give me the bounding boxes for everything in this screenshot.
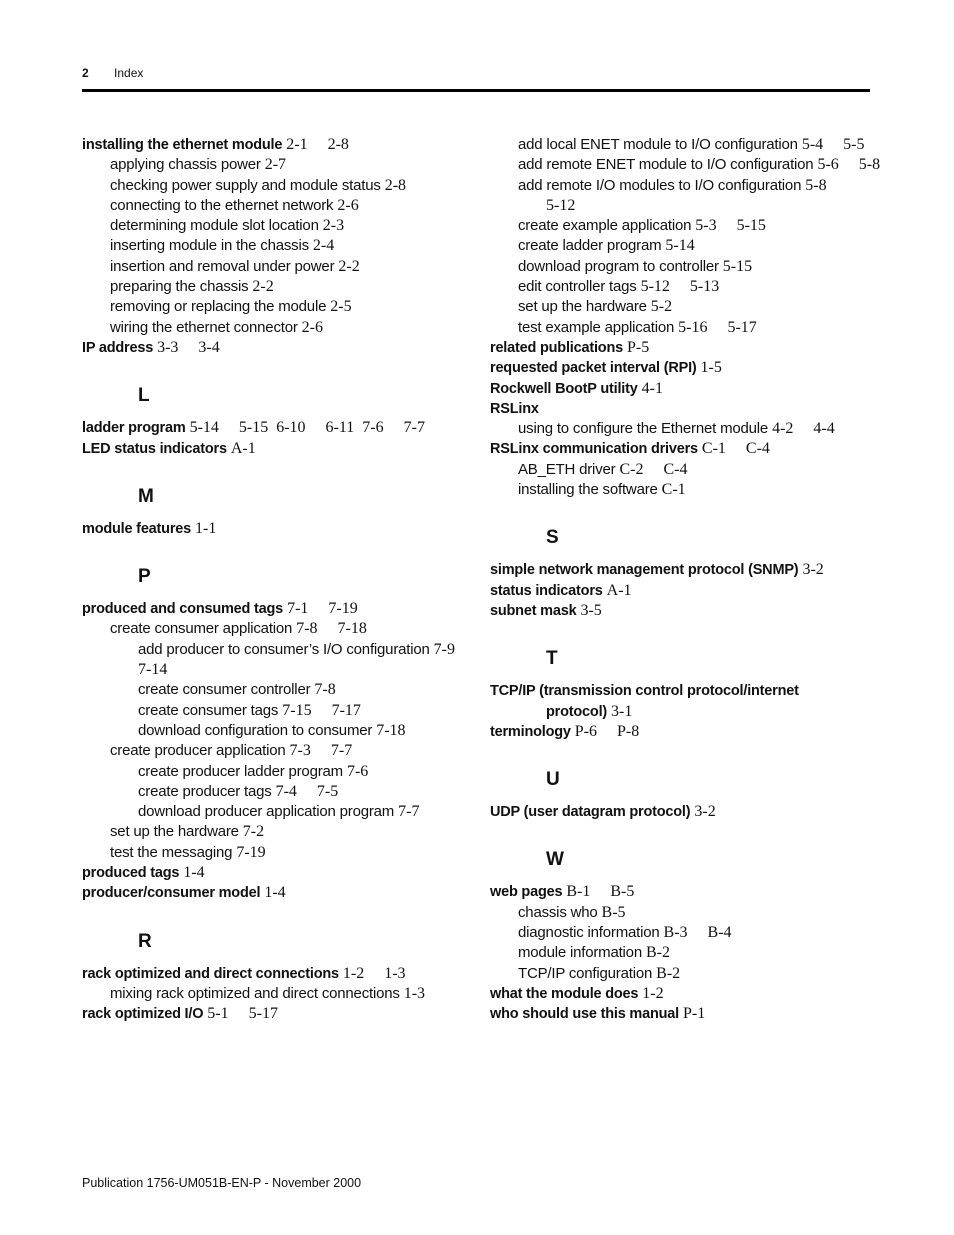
index-page-refs: 7-18 xyxy=(376,721,406,739)
index-subentry xyxy=(82,257,472,277)
index-page-refs: 1-5 xyxy=(700,359,722,377)
index-entry xyxy=(82,519,472,539)
index-page-refs: 7-19 xyxy=(236,843,266,861)
header-section-title: Index xyxy=(114,66,144,80)
index-page-refs: B-2 xyxy=(656,964,681,982)
index-letter-heading: U xyxy=(546,769,560,791)
index-entry xyxy=(82,599,472,619)
index-page-refs: 3-2 xyxy=(802,561,824,579)
index-subentry xyxy=(82,619,472,639)
index-term: inserting module in the chassis xyxy=(110,237,309,255)
index-page-refs: 1-4 xyxy=(183,864,205,882)
index-term: create consumer application xyxy=(110,620,293,638)
index-term: insertion and removal under power xyxy=(110,257,335,275)
index-page-refs: 7-6 xyxy=(346,762,369,780)
index-term: connecting to the ethernet network xyxy=(110,196,334,214)
index-subentry xyxy=(82,297,472,317)
index-entry xyxy=(490,560,880,580)
index-term: set up the hardware xyxy=(518,298,647,316)
index-term: download configuration to consumer xyxy=(138,721,373,739)
index-page-refs: 4-2 4-4 xyxy=(772,420,835,438)
index-subentry xyxy=(490,176,880,196)
index-term: produced tags xyxy=(82,865,180,882)
index-page-refs: 3-5 xyxy=(580,601,602,619)
index-term: subnet mask xyxy=(490,602,577,619)
index-subentry xyxy=(490,943,880,963)
index-term: who should use this manual xyxy=(490,1006,679,1023)
index-page-refs: P-6 P-8 xyxy=(574,722,640,740)
index-page-refs: 7-2 xyxy=(242,823,265,841)
index-term: edit controller tags xyxy=(518,278,637,296)
index-term: create consumer controller xyxy=(138,681,311,699)
index-entry xyxy=(490,358,880,378)
index-term: module features xyxy=(82,520,191,537)
index-term: RSLinx communication drivers xyxy=(490,441,698,458)
index-term: LED status indicators xyxy=(82,440,227,457)
index-subentry xyxy=(82,701,472,721)
index-page-refs: 2-2 xyxy=(252,278,274,296)
index-page-refs: 7-4 7-5 xyxy=(275,782,339,800)
index-column-right xyxy=(490,135,880,1025)
index-entry xyxy=(490,722,880,742)
index-entry xyxy=(82,883,472,903)
index-term: TCP/IP (transmission control protocol/internet xyxy=(490,683,799,700)
index-subentry xyxy=(490,419,880,439)
index-letter-heading: S xyxy=(546,527,559,549)
index-page-refs: 1-2 1-3 xyxy=(342,964,406,982)
index-term: create example application xyxy=(518,217,692,235)
index-subentry xyxy=(490,257,880,277)
index-subentry xyxy=(490,277,880,297)
index-term: mixing rack optimized and direct connections xyxy=(110,984,400,1002)
index-letter-heading: W xyxy=(546,849,564,871)
index-subentry xyxy=(82,822,472,842)
index-page-refs: 5-14 5-15 6-10 6-11 7-6 7-7 xyxy=(189,419,425,437)
index-term: web pages xyxy=(490,884,563,901)
index-term: producer/consumer model xyxy=(82,885,261,902)
index-page-refs: 5-2 xyxy=(650,298,673,316)
index-term: wiring the ethernet connector xyxy=(110,318,298,336)
index-page-refs: 5-8 xyxy=(805,176,827,194)
index-letter-heading: R xyxy=(138,930,152,952)
index-term: TCP/IP configuration xyxy=(518,964,653,982)
index-page-refs: 2-4 xyxy=(312,237,335,255)
index-entry xyxy=(490,399,880,419)
index-subentry xyxy=(82,216,472,236)
index-subentry xyxy=(490,923,880,943)
index-page-refs: 3-1 xyxy=(611,702,633,720)
index-subentry xyxy=(82,782,472,802)
index-page-refs: 7-8 7-18 xyxy=(296,620,367,638)
index-subentry xyxy=(82,741,472,761)
index-subentry xyxy=(82,984,472,1004)
index-term: download program to controller xyxy=(518,257,719,275)
index-page-refs: 1-3 xyxy=(403,984,426,1002)
index-entry xyxy=(490,601,880,621)
index-page-refs: 2-5 xyxy=(330,298,352,316)
index-subentry xyxy=(82,196,472,216)
index-term: preparing the chassis xyxy=(110,278,249,296)
index-term: rack optimized and direct connections xyxy=(82,965,339,982)
index-subentry xyxy=(82,762,472,782)
index-page-refs: 5-15 xyxy=(722,257,753,275)
index-subentry xyxy=(82,680,472,700)
index-term: rack optimized I/O xyxy=(82,1006,204,1023)
index-page-refs: 7-8 xyxy=(314,681,336,699)
index-page-refs: C-2 C-4 xyxy=(619,460,688,478)
index-term: checking power supply and module status xyxy=(110,176,381,194)
footer-publication: Publication 1756-UM051B-EN-P - November 2000 xyxy=(82,1176,362,1190)
index-term: create producer application xyxy=(110,742,286,760)
index-entry xyxy=(490,1004,880,1024)
index-page-refs: B-2 xyxy=(645,944,670,962)
index-subentry xyxy=(490,297,880,317)
index-subentry xyxy=(82,236,472,256)
index-entry xyxy=(82,338,472,358)
index-entry xyxy=(490,379,880,399)
index-page-refs: 3-2 xyxy=(694,803,716,821)
index-subentry xyxy=(490,155,880,175)
index-subentry xyxy=(82,318,472,338)
index-term: create ladder program xyxy=(518,237,662,255)
index-subentry xyxy=(490,460,880,480)
index-page-refs: 5-12 xyxy=(546,196,576,214)
index-subentry xyxy=(82,721,472,741)
index-term: produced and consumed tags xyxy=(82,601,284,618)
index-page-refs: 5-14 xyxy=(665,237,695,255)
index-page-refs: 5-3 5-15 xyxy=(695,217,766,235)
index-term: ladder program xyxy=(82,420,186,437)
page-number: 2 xyxy=(82,66,89,80)
index-page-refs: 2-7 xyxy=(264,156,287,174)
index-page-refs: 5-4 5-5 xyxy=(801,136,865,153)
index-page-refs: 1-1 xyxy=(195,519,217,537)
index-term: add producer to consumer’s I/O configuration xyxy=(138,640,430,658)
index-term: UDP (user datagram protocol) xyxy=(490,804,691,821)
index-page-refs: 5-16 5-17 xyxy=(678,318,757,336)
index-term: determining module slot location xyxy=(110,217,319,235)
index-subentry xyxy=(490,480,880,500)
index-subentry xyxy=(82,277,472,297)
index-page-refs: A-1 xyxy=(230,439,256,457)
index-page-refs: 7-9 xyxy=(433,640,455,658)
index-subentry xyxy=(82,802,472,822)
index-page-refs: 7-7 xyxy=(398,803,420,821)
index-page-refs: 2-6 xyxy=(337,196,359,214)
index-entry xyxy=(490,581,880,601)
index-term: diagnostic information xyxy=(518,924,660,942)
index-term: applying chassis power xyxy=(110,156,261,174)
index-page-refs: 7-15 7-17 xyxy=(282,701,361,719)
index-page-refs: B-1 B-5 xyxy=(566,883,635,901)
index-subentry xyxy=(82,176,472,196)
index-entry-continuation xyxy=(82,660,472,680)
index-column-left xyxy=(82,135,472,1025)
index-term: installing the software xyxy=(518,481,658,499)
index-page-refs: 4-1 xyxy=(641,379,663,397)
index-term: status indicators xyxy=(490,582,603,599)
index-term: IP address xyxy=(82,339,154,356)
index-letter-heading: T xyxy=(546,648,558,670)
index-entry-continuation xyxy=(490,196,880,216)
index-entry xyxy=(490,338,880,358)
index-term: AB_ETH driver xyxy=(518,460,616,478)
index-term: Rockwell BootP utility xyxy=(490,380,638,397)
index-page-refs: 1-2 xyxy=(642,984,664,1002)
index-page-refs: B-5 xyxy=(601,903,626,921)
index-subentry xyxy=(490,135,880,155)
index-term: create producer ladder program xyxy=(138,762,343,780)
index-term: set up the hardware xyxy=(110,823,239,841)
index-entry xyxy=(490,882,880,902)
index-page-refs: 2-1 2-8 xyxy=(286,136,349,153)
index-entry-continuation xyxy=(490,702,880,722)
index-page-refs: 2-3 xyxy=(322,217,345,235)
index-term: create consumer tags xyxy=(138,701,279,719)
index-page-refs: P-5 xyxy=(626,338,650,356)
header-rule xyxy=(82,89,870,92)
index-page-refs: 2-6 xyxy=(301,318,323,336)
index-term: chassis who xyxy=(518,903,598,921)
index-page-refs: 1-4 xyxy=(264,884,286,902)
index-term: add remote I/O modules to I/O configuration xyxy=(518,176,802,194)
index-subentry xyxy=(82,640,472,660)
index-term: create producer tags xyxy=(138,782,272,800)
index-entry xyxy=(490,439,880,459)
index-term: using to configure the Ethernet module xyxy=(518,420,769,438)
index-page-refs: 2-2 xyxy=(338,257,360,275)
index-term: RSLinx xyxy=(490,400,539,417)
index-page-refs: 5-1 5-17 xyxy=(207,1005,278,1023)
index-page-refs: 5-6 5-8 xyxy=(817,156,881,174)
index-term: terminology xyxy=(490,723,571,740)
index-subentry xyxy=(490,964,880,984)
index-letter-heading: P xyxy=(138,566,151,588)
index-term: what the module does xyxy=(490,985,639,1002)
index-term: related publications xyxy=(490,339,623,356)
index-page-refs: 3-3 3-4 xyxy=(157,338,220,356)
index-term: removing or replacing the module xyxy=(110,298,327,316)
index-letter-heading: L xyxy=(138,385,150,407)
index-term: add local ENET module to I/O configuration xyxy=(518,136,798,153)
index-page-refs: 7-14 xyxy=(138,661,168,679)
index-subentry xyxy=(82,843,472,863)
index-page-refs: C-1 C-4 xyxy=(701,440,770,458)
index-subentry xyxy=(490,903,880,923)
index-entry xyxy=(82,135,472,155)
index-page-refs: P-1 xyxy=(682,1005,706,1023)
index-term: download producer application program xyxy=(138,803,395,821)
index-term: test example application xyxy=(518,318,675,336)
index-page-refs: B-3 B-4 xyxy=(663,924,732,942)
index-entry xyxy=(490,681,880,701)
index-entry xyxy=(82,1004,472,1024)
index-entry xyxy=(490,984,880,1004)
index-term: installing the ethernet module xyxy=(82,137,283,153)
index-subentry xyxy=(490,236,880,256)
index-entry xyxy=(82,863,472,883)
index-page-refs: 2-8 xyxy=(384,176,407,194)
index-subentry xyxy=(82,155,472,175)
running-header xyxy=(82,66,143,80)
index-term: test the messaging xyxy=(110,843,233,861)
index-entry xyxy=(82,964,472,984)
index-term: module information xyxy=(518,944,642,962)
index-letter-heading: M xyxy=(138,485,154,507)
index-entry xyxy=(490,802,880,822)
index-entry xyxy=(82,418,472,438)
index-page-refs: C-1 xyxy=(661,481,686,499)
index-page-refs: 7-3 7-7 xyxy=(289,742,353,760)
index-term: requested packet interval (RPI) xyxy=(490,360,697,377)
index-subentry xyxy=(490,318,880,338)
index-page-refs: 7-1 7-19 xyxy=(287,600,358,618)
index-term: simple network management protocol (SNMP) xyxy=(490,562,799,579)
index-entry xyxy=(82,439,472,459)
index-subentry xyxy=(490,216,880,236)
index-page-refs: 5-12 5-13 xyxy=(640,278,720,296)
index-page-refs: A-1 xyxy=(606,581,632,599)
index-term: add remote ENET module to I/O configuration xyxy=(518,156,814,174)
index-term: protocol) xyxy=(546,703,608,720)
